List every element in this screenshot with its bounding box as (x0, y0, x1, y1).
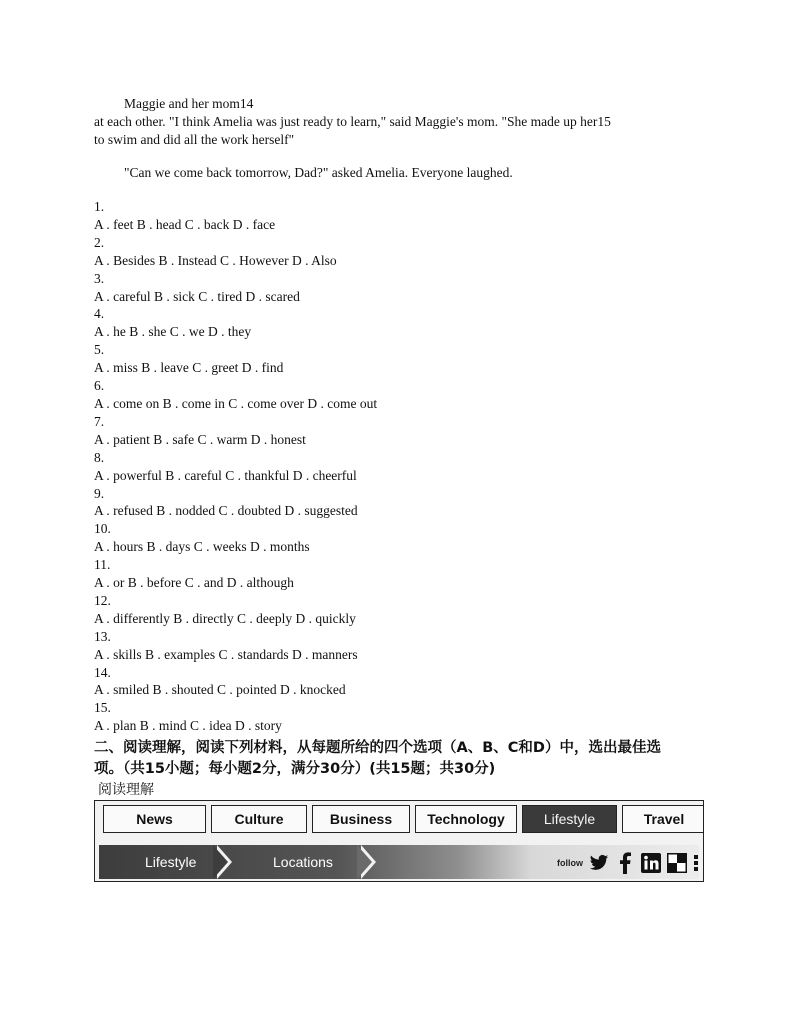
question-options: A . skills B . examples C . standards D . manners (94, 646, 358, 662)
breadcrumb-item-lifestyle[interactable]: Lifestyle (145, 854, 197, 870)
question-options: A . refused B . nodded C . doubted D . suggested (94, 503, 358, 519)
breadcrumb-separator (213, 845, 228, 879)
question-number: 7. (94, 413, 105, 429)
question-number: 2. (94, 234, 105, 250)
question-options: A . smiled B . shouted C . pointed D . knocked (94, 682, 346, 698)
question-number: 8. (94, 449, 105, 465)
question-options: A . plan B . mind C . idea D . story (94, 718, 282, 734)
question-options: A . hours B . days C . weeks D . months (94, 539, 310, 555)
question-options: A . come on B . come in C . come over D . come out (94, 395, 378, 411)
question-number: 15. (94, 700, 111, 716)
question-options: A . powerful B . careful C . thankful D . cheerful (94, 467, 357, 483)
question-options: A . miss B . leave C . greet D . find (94, 360, 284, 376)
question-number: 13. (94, 628, 111, 644)
question-options: A . he B . she C . we D . they (94, 324, 252, 340)
question-number: 4. (94, 306, 105, 322)
reading-label: 阅读理解 (98, 782, 154, 798)
nav-tab-travel[interactable]: Travel (622, 805, 704, 833)
question-number: 14. (94, 664, 111, 680)
nav-tab-news[interactable]: News (103, 805, 206, 833)
question-options: A . or B . before C . and D . although (94, 575, 294, 591)
more-icon[interactable] (693, 853, 699, 873)
passage-line-3: to swim and did all the work herself" (94, 132, 295, 147)
passage-line-1: Maggie and her mom14 (124, 96, 254, 111)
question-options: A . patient B . safe C . warm D . honest (94, 431, 306, 447)
nav-tab-business[interactable]: Business (312, 805, 410, 833)
question-number: 6. (94, 378, 105, 394)
section-heading-line-1: 二、阅读理解，阅读下列材料，从每题所给的四个选项（A、B、C和D）中，选出最佳选 (94, 740, 661, 756)
nav-bar (103, 805, 704, 833)
question-number: 5. (94, 342, 105, 358)
passage-line-4: "Can we come back tomorrow, Dad?" asked Amelia. Everyone laughed. (124, 165, 513, 180)
section-heading-line-2: 项。（共15小题；每小题2分，满分30分）(共15题；共30分) (94, 761, 496, 777)
question-number: 10. (94, 521, 111, 537)
question-number: 12. (94, 592, 111, 608)
question-options: A . careful B . sick C . tired D . scared (94, 288, 300, 304)
news-site-banner (94, 800, 704, 882)
linkedin-icon[interactable] (641, 853, 661, 873)
question-number: 9. (94, 485, 105, 501)
question-list (94, 198, 377, 735)
nav-tab-lifestyle[interactable]: Lifestyle (522, 805, 617, 833)
question-options: A . differently B . directly C . deeply D . quickly (94, 610, 356, 626)
twitter-icon[interactable] (589, 853, 609, 873)
delicious-icon[interactable] (667, 853, 687, 873)
follow-label: follow (557, 858, 583, 868)
question-options: A . Besides B . Instead C . However D . Also (94, 252, 337, 268)
breadcrumb-separator (357, 845, 372, 879)
facebook-icon[interactable] (615, 853, 635, 873)
question-options: A . feet B . head C . back D . face (94, 216, 276, 232)
question-number: 3. (94, 270, 105, 286)
question-number: 1. (94, 199, 105, 214)
social-follow (557, 853, 699, 873)
nav-tab-culture[interactable]: Culture (211, 805, 307, 833)
passage-line-2: at each other. "I think Amelia was just ready to learn," said Maggie's mom. "She made up her15 (94, 114, 611, 129)
nav-tab-technology[interactable]: Technology (415, 805, 517, 833)
breadcrumb-item-locations[interactable]: Locations (273, 854, 333, 870)
question-number: 11. (94, 557, 111, 573)
